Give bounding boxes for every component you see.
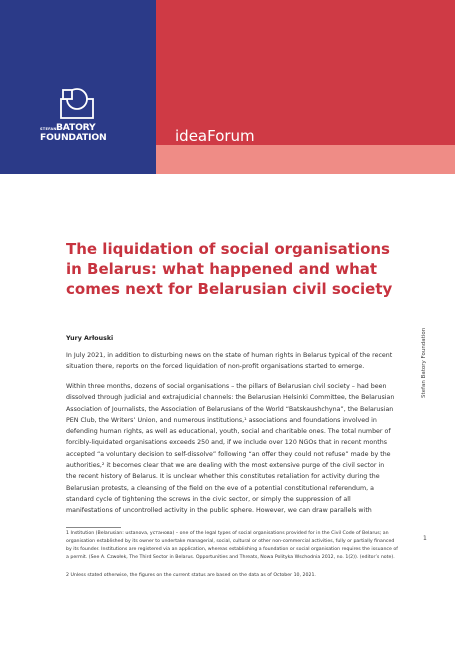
header-red-block <box>156 0 455 145</box>
logo-batory-text: BATORY <box>56 122 96 133</box>
sidebar-vertical-label: Stefan Batory Foundation <box>421 327 427 398</box>
header-pink-band <box>156 145 455 174</box>
footnote-1: 1 Institution (Belarusian: ustanova, установа) – one of the legal types of social organisations provided for in the Civil Code of Belarus; an organisation established by its owner to undertake managerial, social, cultural or other non-commercial activities, fully or partially financed by its founder. Institutions are registered via an application, whereas establishing a foundation or social organisation requires the issuance of a permit. (See A. Czwołek, The Third Sector in Belarus. Opportunities and Threats, Nowa Polityka Wschodnia 2012, no. 1(2)). (editor’s note). <box>66 531 398 561</box>
article-author: Yury Arłouski <box>66 335 114 342</box>
logo-foundation-text: FOUNDATION <box>40 132 107 143</box>
series-name: ideaForum <box>175 127 255 145</box>
page-number: 1 <box>423 535 427 542</box>
logo-stefan-text: STEFAN <box>40 127 57 131</box>
footnote-2: 2 Unless stated otherwise, the figures on the current status are based on the data as of October 10, 2021. <box>66 573 316 578</box>
paragraph-body: Within three months, dozens of social organisations – the pillars of Belarusian civil society – had been dissolved through judicial and extrajudicial channels: the Belarusian Helsinki Committee, the Belarusian Association of Journalists, the Association of Belarusians of the World “Batskaushchyna”, the Belarusian PEN Club, the Writers’ Union, and numerous institutions,¹ associations and foundations involved in defending human rights, as well as educational, youth, social and charitable ones. The total number of forcibly-liquidated organisations exceeds 250 and, if we include over 120 NGOs that in recent months accepted “a voluntary decision to self-dissolve” following “an offer they could not refuse” made by the authorities,² it becomes clear that we are dealing with the most extensive purge of the civil sector in the recent history of Belarus. It is unclear whether this constitutes retaliation for activity during the Belarusian protests, a cleansing of the field on the eve of a potential constitutional referendum, a standard cycle of tightening the screws in the civic sector, or simply the suppression of all manifestations of uncontrolled activity in the public sphere. However, we can draw parallels with <box>66 383 395 515</box>
article-title: The liquidation of social organisations in Belarus: what happened and what comes next for Belarusian civil society <box>66 240 393 298</box>
batory-logo-icon <box>60 87 94 119</box>
paragraph-intro: In July 2021, in addition to disturbing news on the state of human rights in Belarus typical of the recent situation there, reports on the forced liquidation of non-profit organisations started to emerge. <box>66 352 393 371</box>
footnote-divider <box>66 527 121 528</box>
